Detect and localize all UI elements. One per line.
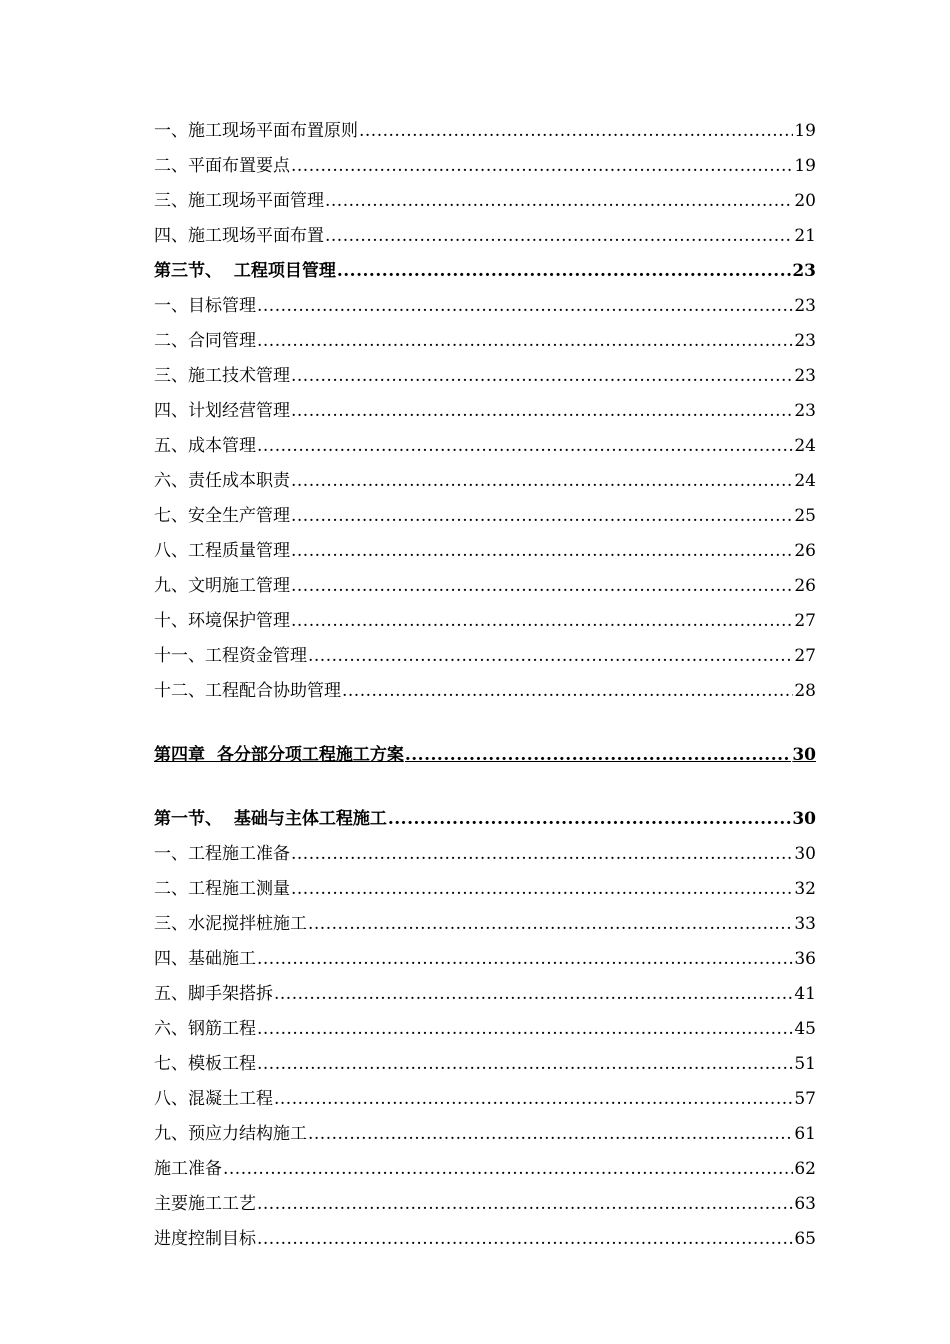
dot-leader	[257, 1047, 793, 1082]
toc-entry[interactable]	[154, 1187, 816, 1222]
dot-leader	[325, 219, 793, 254]
toc-entry-label: 四、施工现场平面布置	[154, 226, 324, 246]
toc-entry[interactable]	[154, 1012, 816, 1047]
toc-entry[interactable]	[154, 1117, 816, 1152]
toc-entry[interactable]	[154, 942, 816, 977]
toc-page-number: 23	[794, 366, 816, 386]
toc-page-number: 61	[794, 1124, 816, 1144]
dot-leader	[291, 394, 793, 429]
dot-leader	[257, 942, 793, 977]
toc-page-number: 23	[792, 261, 816, 281]
toc-entry[interactable]	[154, 639, 816, 674]
dot-leader	[359, 114, 793, 149]
toc-entry[interactable]	[154, 872, 816, 907]
toc-entry[interactable]	[154, 219, 816, 254]
toc-entry[interactable]	[154, 114, 816, 149]
dot-leader	[308, 639, 793, 674]
toc-entry-label: 五、脚手架搭拆	[154, 984, 273, 1004]
toc-entry[interactable]	[154, 324, 816, 359]
toc-entry[interactable]	[154, 1082, 816, 1117]
toc-entry[interactable]	[154, 569, 816, 604]
toc-entry-label: 第三节、 工程项目管理	[154, 261, 336, 281]
toc-entry[interactable]	[154, 534, 816, 569]
dot-leader	[388, 802, 791, 837]
toc-entry[interactable]	[154, 604, 816, 639]
dot-leader	[291, 872, 793, 907]
table-of-contents	[154, 114, 816, 1257]
toc-entry[interactable]	[154, 837, 816, 872]
toc-entry-label: 十、环境保护管理	[154, 611, 290, 631]
toc-entry[interactable]	[154, 674, 816, 709]
toc-page-number: 23	[794, 296, 816, 316]
toc-entry-label: 施工准备	[154, 1159, 222, 1179]
toc-page-number: 25	[794, 506, 816, 526]
toc-entry-label: 五、成本管理	[154, 436, 256, 456]
dot-leader	[274, 977, 793, 1012]
toc-entry-label: 二、工程施工测量	[154, 879, 290, 899]
toc-entry-label: 七、模板工程	[154, 1054, 256, 1074]
toc-page-number: 63	[794, 1194, 816, 1214]
toc-entry-label: 二、合同管理	[154, 331, 256, 351]
toc-entry[interactable]	[154, 499, 816, 534]
toc-page-number: 19	[794, 121, 816, 141]
dot-leader	[308, 907, 793, 942]
toc-entry[interactable]	[154, 977, 816, 1012]
dot-leader	[291, 534, 793, 569]
dot-leader	[291, 837, 793, 872]
toc-page-number: 30	[794, 844, 816, 864]
dot-leader	[405, 738, 791, 773]
toc-entry[interactable]	[154, 1152, 816, 1187]
toc-entry[interactable]	[154, 464, 816, 499]
toc-page-number: 24	[794, 436, 816, 456]
toc-entry-label: 三、施工技术管理	[154, 366, 290, 386]
toc-entry-label: 第一节、 基础与主体工程施工	[154, 809, 387, 829]
toc-entry-label: 六、责任成本职责	[154, 471, 290, 491]
toc-entry-label: 八、工程质量管理	[154, 541, 290, 561]
toc-entry[interactable]	[154, 359, 816, 394]
dot-leader	[257, 429, 793, 464]
toc-entry-label: 二、平面布置要点	[154, 156, 290, 176]
toc-page-number: 32	[794, 879, 816, 899]
toc-entry[interactable]	[154, 149, 816, 184]
toc-entry[interactable]	[154, 907, 816, 942]
toc-page-number: 30	[792, 809, 816, 829]
toc-section-entry[interactable]	[154, 802, 816, 837]
toc-entry-label: 四、计划经营管理	[154, 401, 290, 421]
toc-page-number: 27	[794, 646, 816, 666]
dot-leader	[257, 1187, 793, 1222]
toc-page-number: 23	[794, 331, 816, 351]
toc-page-number: 23	[794, 401, 816, 421]
toc-page-number: 24	[794, 471, 816, 491]
toc-entry[interactable]	[154, 184, 816, 219]
toc-entry[interactable]	[154, 1222, 816, 1257]
toc-page-number: 33	[794, 914, 816, 934]
toc-entry-label: 一、施工现场平面布置原则	[154, 121, 358, 141]
dot-leader	[257, 1012, 793, 1047]
toc-entry-label: 三、水泥搅拌桩施工	[154, 914, 307, 934]
toc-page-number: 62	[794, 1159, 816, 1179]
toc-entry-label: 六、钢筋工程	[154, 1019, 256, 1039]
toc-page-number: 27	[794, 611, 816, 631]
toc-page-number: 36	[794, 949, 816, 969]
toc-entry-label: 三、施工现场平面管理	[154, 191, 324, 211]
dot-leader	[257, 289, 793, 324]
dot-leader	[291, 569, 793, 604]
toc-entry-label: 七、安全生产管理	[154, 506, 290, 526]
dot-leader	[291, 604, 793, 639]
toc-entry-label: 十一、工程资金管理	[154, 646, 307, 666]
toc-page-number: 19	[794, 156, 816, 176]
toc-page-number: 30	[792, 745, 816, 765]
toc-page-number: 45	[794, 1019, 816, 1039]
toc-page-number: 57	[794, 1089, 816, 1109]
spacer	[154, 709, 816, 738]
dot-leader	[342, 674, 793, 709]
toc-page-number: 65	[794, 1229, 816, 1249]
dot-leader	[291, 499, 793, 534]
dot-leader	[257, 324, 793, 359]
toc-entry-label: 四、基础施工	[154, 949, 256, 969]
dot-leader	[257, 1222, 793, 1257]
dot-leader	[274, 1082, 793, 1117]
toc-page-number: 41	[794, 984, 816, 1004]
toc-page-number: 26	[794, 541, 816, 561]
toc-page-number: 28	[794, 681, 816, 701]
toc-entry-label: 主要施工工艺	[154, 1194, 256, 1214]
toc-entry-label: 一、目标管理	[154, 296, 256, 316]
dot-leader	[223, 1152, 793, 1187]
toc-page-number: 51	[794, 1054, 816, 1074]
toc-entry-label: 进度控制目标	[154, 1229, 256, 1249]
toc-entry-label: 九、预应力结构施工	[154, 1124, 307, 1144]
toc-entry[interactable]	[154, 289, 816, 324]
toc-entry-label: 一、工程施工准备	[154, 844, 290, 864]
toc-entry-label: 八、混凝土工程	[154, 1089, 273, 1109]
toc-page-number: 21	[794, 226, 816, 246]
toc-page-number: 26	[794, 576, 816, 596]
toc-chapter-entry[interactable]	[154, 738, 816, 773]
toc-entry-label: 九、文明施工管理	[154, 576, 290, 596]
toc-entry[interactable]	[154, 394, 816, 429]
dot-leader	[325, 184, 793, 219]
dot-leader	[337, 254, 791, 289]
toc-entry[interactable]	[154, 429, 816, 464]
dot-leader	[308, 1117, 793, 1152]
dot-leader	[291, 464, 793, 499]
toc-entry-label: 十二、工程配合协助管理	[154, 681, 341, 701]
toc-page-number: 20	[794, 191, 816, 211]
toc-entry[interactable]	[154, 1047, 816, 1082]
spacer	[154, 773, 816, 802]
dot-leader	[291, 359, 793, 394]
toc-chapter-label: 第四章 各分部分项工程施工方案	[154, 745, 404, 765]
dot-leader	[291, 149, 793, 184]
toc-section-entry[interactable]	[154, 254, 816, 289]
